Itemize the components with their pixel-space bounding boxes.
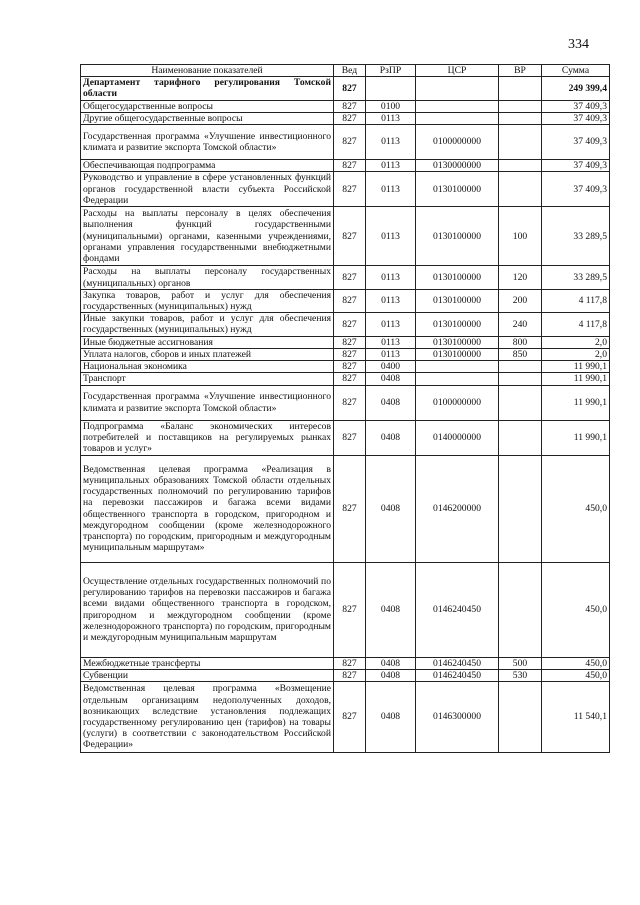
- row-name: Ведомственная целевая программа «Реализация в муниципальных образованиях Томской области отдельных государственных полномочий по регулированию тарифов на перевозки пассажиров и багажа всеми видами общественного транспорта в городском, пригородном и междугородном сообщении (кроме железнодорожного транспорта) по городским, пригородным и междугородным муниципальным маршрутам»: [81, 455, 334, 562]
- row-rzpr: 0113: [366, 336, 416, 348]
- row-csr: 0146300000: [416, 681, 499, 752]
- row-sum: 11 540,1: [542, 681, 610, 752]
- row-ved: 827: [334, 266, 366, 289]
- table-row: [81, 289, 610, 312]
- table-row: [81, 313, 610, 336]
- table-row: [81, 373, 610, 385]
- row-rzpr: 0113: [366, 160, 416, 172]
- row-vr: 100: [499, 207, 542, 266]
- table-row: [81, 562, 610, 657]
- row-csr: 0130100000: [416, 336, 499, 348]
- table-row: [81, 420, 610, 455]
- row-csr: [416, 112, 499, 124]
- row-vr: [499, 160, 542, 172]
- row-vr: 200: [499, 289, 542, 312]
- header-ved: Вед: [334, 65, 366, 77]
- row-sum: 450,0: [542, 562, 610, 657]
- row-ved: 827: [334, 100, 366, 112]
- row-sum: 4 117,8: [542, 313, 610, 336]
- row-rzpr: 0113: [366, 125, 416, 160]
- row-sum: 11 990,1: [542, 385, 610, 420]
- row-ved: 827: [334, 657, 366, 669]
- row-rzpr: 0113: [366, 172, 416, 207]
- row-rzpr: 0408: [366, 681, 416, 752]
- row-csr: 0100000000: [416, 385, 499, 420]
- row-rzpr: [366, 77, 416, 100]
- row-sum: 37 409,3: [542, 100, 610, 112]
- row-rzpr: 0408: [366, 373, 416, 385]
- row-name: Другие общегосударственные вопросы: [81, 112, 334, 124]
- table-row: [81, 172, 610, 207]
- table-row: [81, 77, 610, 100]
- row-ved: 827: [334, 112, 366, 124]
- row-vr: 120: [499, 266, 542, 289]
- row-csr: 0130100000: [416, 289, 499, 312]
- row-csr: 0130100000: [416, 348, 499, 360]
- row-name: Общегосударственные вопросы: [81, 100, 334, 112]
- row-rzpr: 0400: [366, 361, 416, 373]
- row-ved: 827: [334, 455, 366, 562]
- row-ved: 827: [334, 385, 366, 420]
- row-vr: [499, 562, 542, 657]
- row-sum: 450,0: [542, 657, 610, 669]
- row-sum: 11 990,1: [542, 361, 610, 373]
- row-ved: 827: [334, 77, 366, 100]
- table-row: [81, 385, 610, 420]
- row-csr: [416, 361, 499, 373]
- row-name: Расходы на выплаты персоналу государственных (муниципальных) органов: [81, 266, 334, 289]
- row-sum: 450,0: [542, 455, 610, 562]
- row-ved: 827: [334, 420, 366, 455]
- table-row: [81, 160, 610, 172]
- row-vr: [499, 420, 542, 455]
- row-ved: 827: [334, 681, 366, 752]
- row-name: Государственная программа «Улучшение инвестиционного климата и развитие экспорта Томской области»: [81, 385, 334, 420]
- row-rzpr: 0113: [366, 348, 416, 360]
- row-csr: 0146240450: [416, 562, 499, 657]
- row-sum: 33 289,5: [542, 266, 610, 289]
- header-name: Наименование показателей: [81, 65, 334, 77]
- row-ved: 827: [334, 562, 366, 657]
- row-vr: [499, 385, 542, 420]
- row-sum: 33 289,5: [542, 207, 610, 266]
- row-vr: [499, 455, 542, 562]
- row-ved: 827: [334, 336, 366, 348]
- row-name: Расходы на выплаты персоналу в целях обеспечения выполнения функций государственными (муниципальными) органами, казенными учреждениями, органами управления государственными внебюджетными фондами: [81, 207, 334, 266]
- row-vr: 240: [499, 313, 542, 336]
- row-vr: 500: [499, 657, 542, 669]
- row-sum: 249 399,4: [542, 77, 610, 100]
- row-rzpr: 0100: [366, 100, 416, 112]
- row-name: Иные бюджетные ассигнования: [81, 336, 334, 348]
- row-rzpr: 0408: [366, 562, 416, 657]
- table-row: [81, 336, 610, 348]
- table-header: [81, 65, 610, 77]
- row-sum: 37 409,3: [542, 172, 610, 207]
- row-vr: [499, 112, 542, 124]
- row-rzpr: 0408: [366, 420, 416, 455]
- row-rzpr: 0408: [366, 669, 416, 681]
- row-csr: 0100000000: [416, 125, 499, 160]
- header-vr: ВР: [499, 65, 542, 77]
- table-row: [81, 657, 610, 669]
- page-number: 334: [568, 37, 589, 52]
- table-row: [81, 207, 610, 266]
- row-name: Ведомственная целевая программа «Возмещение отдельным организациям недополученных доходов, возникающих вследствие установления подлежащих государственному регулированию цен (тарифов) на товары (услуги) в соответствии с законодательством Российской Федерации»: [81, 681, 334, 752]
- row-name: Подпрограмма «Баланс экономических интересов потребителей и поставщиков на регулируемых рынках товаров и услуг»: [81, 420, 334, 455]
- row-ved: 827: [334, 125, 366, 160]
- row-name: Субвенции: [81, 669, 334, 681]
- row-csr: 0146240450: [416, 669, 499, 681]
- table-row: [81, 681, 610, 752]
- table-body: [81, 77, 610, 753]
- row-name: Межбюджетные трансферты: [81, 657, 334, 669]
- budget-table: [80, 64, 610, 753]
- row-sum: 37 409,3: [542, 112, 610, 124]
- table-row: [81, 125, 610, 160]
- row-ved: 827: [334, 289, 366, 312]
- table-row: [81, 669, 610, 681]
- table-row: [81, 100, 610, 112]
- row-csr: [416, 77, 499, 100]
- row-vr: [499, 373, 542, 385]
- row-sum: 450,0: [542, 669, 610, 681]
- row-csr: 0130100000: [416, 207, 499, 266]
- row-sum: 4 117,8: [542, 289, 610, 312]
- row-csr: 0146240450: [416, 657, 499, 669]
- row-rzpr: 0113: [366, 112, 416, 124]
- row-rzpr: 0113: [366, 313, 416, 336]
- row-sum: 37 409,3: [542, 125, 610, 160]
- row-ved: 827: [334, 160, 366, 172]
- row-csr: 0146200000: [416, 455, 499, 562]
- row-ved: 827: [334, 207, 366, 266]
- row-sum: 2,0: [542, 336, 610, 348]
- row-vr: [499, 681, 542, 752]
- row-name: Государственная программа «Улучшение инвестиционного климата и развитие экспорта Томской области»: [81, 125, 334, 160]
- row-sum: 37 409,3: [542, 160, 610, 172]
- row-name: Уплата налогов, сборов и иных платежей: [81, 348, 334, 360]
- row-name: Транспорт: [81, 373, 334, 385]
- header-rzpr: РзПР: [366, 65, 416, 77]
- row-ved: 827: [334, 172, 366, 207]
- row-sum: 2,0: [542, 348, 610, 360]
- row-csr: 0130100000: [416, 172, 499, 207]
- row-sum: 11 990,1: [542, 420, 610, 455]
- row-ved: 827: [334, 313, 366, 336]
- row-vr: [499, 172, 542, 207]
- header-row: [81, 65, 610, 77]
- row-ved: 827: [334, 361, 366, 373]
- row-rzpr: 0113: [366, 207, 416, 266]
- row-vr: 800: [499, 336, 542, 348]
- row-name: Департамент тарифного регулирования Томской области: [81, 77, 334, 100]
- row-name: Обеспечивающая подпрограмма: [81, 160, 334, 172]
- table-row: [81, 361, 610, 373]
- row-csr: 0140000000: [416, 420, 499, 455]
- row-sum: 11 990,1: [542, 373, 610, 385]
- table-row: [81, 455, 610, 562]
- row-vr: [499, 361, 542, 373]
- header-csr: ЦСР: [416, 65, 499, 77]
- row-name: Осуществление отдельных государственных полномочий по регулированию тарифов на перевозки пассажиров и багажа всеми видами общественного транспорта в городском, пригородном и междугородном сообщении (кроме железнодорожного транспорта) по городским, пригородным и междугородным муниципальным маршрутам: [81, 562, 334, 657]
- row-rzpr: 0408: [366, 385, 416, 420]
- row-vr: [499, 77, 542, 100]
- row-name: Закупка товаров, работ и услуг для обеспечения государственных (муниципальных) нужд: [81, 289, 334, 312]
- row-vr: 850: [499, 348, 542, 360]
- row-rzpr: 0408: [366, 455, 416, 562]
- row-rzpr: 0408: [366, 657, 416, 669]
- row-csr: 0130100000: [416, 266, 499, 289]
- header-sum: Сумма: [542, 65, 610, 77]
- row-ved: 827: [334, 373, 366, 385]
- row-csr: [416, 373, 499, 385]
- row-vr: [499, 100, 542, 112]
- table-row: [81, 266, 610, 289]
- row-name: Руководство и управление в сфере установленных функций органов государственной власти субъекта Российской Федерации: [81, 172, 334, 207]
- table-row: [81, 348, 610, 360]
- row-ved: 827: [334, 348, 366, 360]
- row-vr: 530: [499, 669, 542, 681]
- row-csr: 0130100000: [416, 313, 499, 336]
- row-csr: 0130000000: [416, 160, 499, 172]
- row-ved: 827: [334, 669, 366, 681]
- row-rzpr: 0113: [366, 289, 416, 312]
- row-name: Иные закупки товаров, работ и услуг для обеспечения государственных (муниципальных) нужд: [81, 313, 334, 336]
- row-name: Национальная экономика: [81, 361, 334, 373]
- row-vr: [499, 125, 542, 160]
- row-rzpr: 0113: [366, 266, 416, 289]
- row-csr: [416, 100, 499, 112]
- table-row: [81, 112, 610, 124]
